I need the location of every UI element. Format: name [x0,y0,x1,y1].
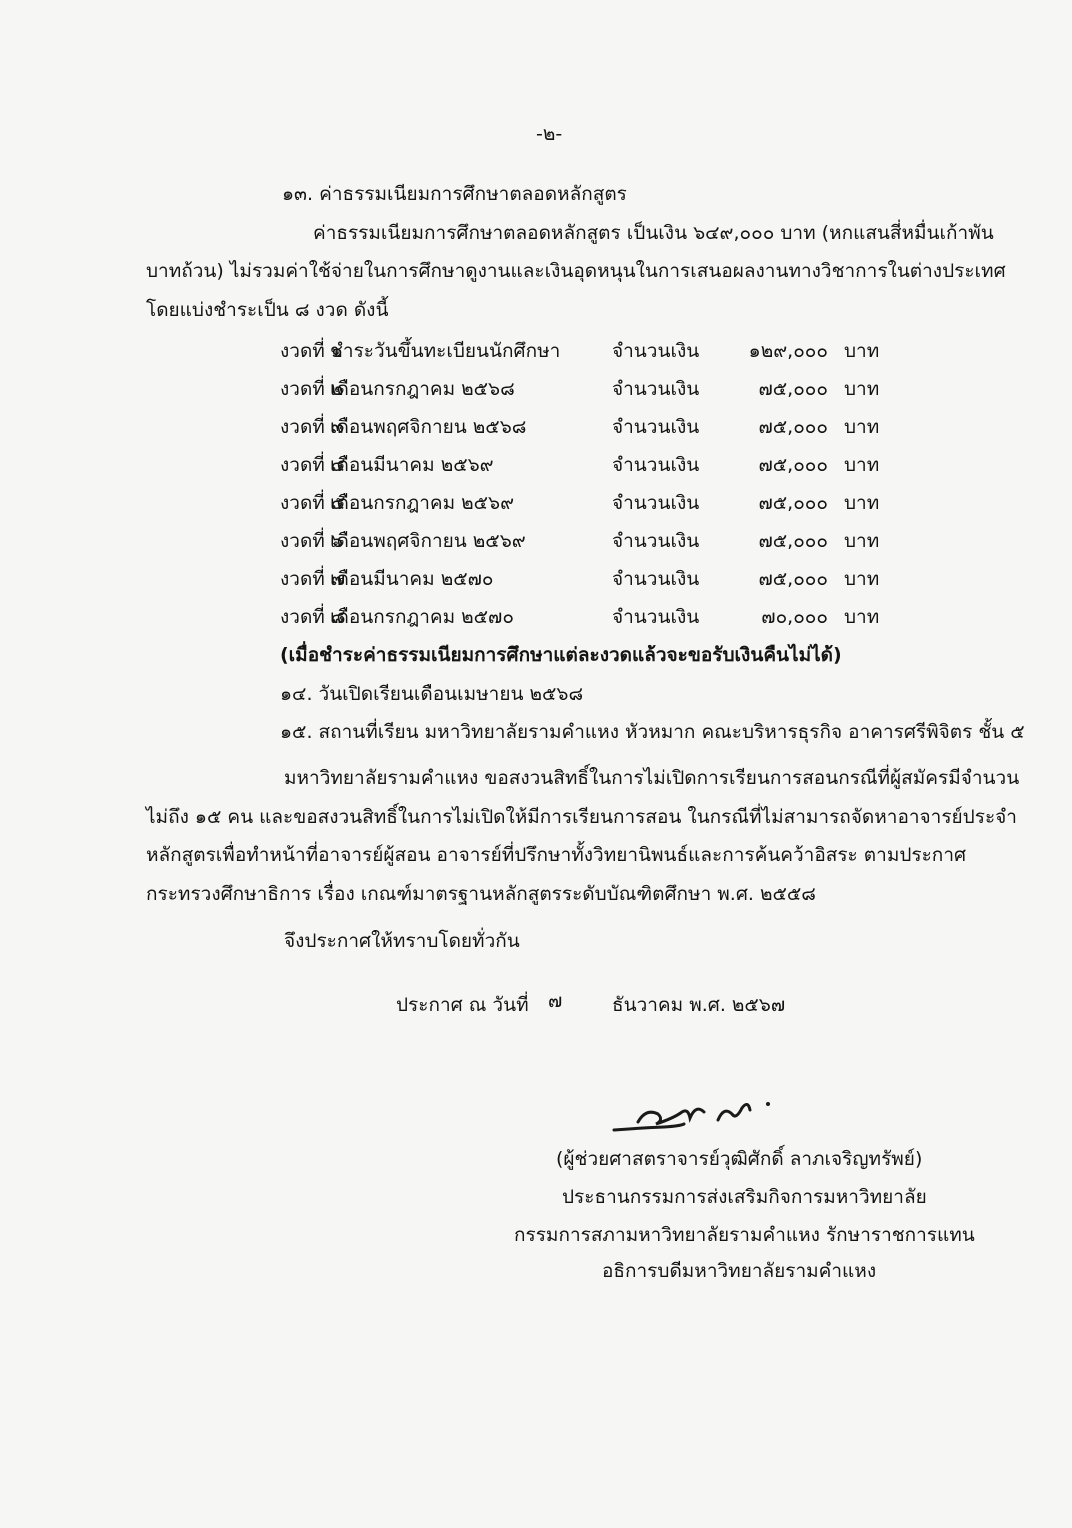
date-day: ๗ [548,990,563,1012]
installment-unit: บาท [844,454,880,476]
installment-amount: ๗๐,๐๐๐ [761,606,828,628]
reservation-line-3: หลักสูตรเพื่อทำหน้าที่อาจารย์ผู้สอน อาจารย์ที่ปรึกษาทั้งวิทยานิพนธ์และการค้นคว้าอิสระ ตามประกาศ [146,844,967,866]
installment-row [280,566,880,596]
installment-description: เดือนกรกฎาคม ๒๕๗๐ [330,606,514,628]
reservation-line-1: มหาวิทยาลัยรามคำแหง ขอสงวนสิทธิ์ในการไม่เปิดการเรียนการสอนกรณีที่ผู้สมัครมีจำนวน [284,767,1020,789]
installment-amount-label: จำนวนเงิน [612,416,700,438]
installment-row [280,376,880,406]
installment-number: งวดที่ ๘ [280,606,346,628]
section-13-line-3: โดยแบ่งชำระเป็น ๘ งวด ดังนี้ [146,299,389,321]
installment-amount-label: จำนวนเงิน [612,492,700,514]
reservation-line-4: กระทรวงศึกษาธิการ เรื่อง เกณฑ์มาตรฐานหลักสูตรระดับบัณฑิตศึกษา พ.ศ. ๒๕๕๘ [146,883,816,905]
installment-unit: บาท [844,530,880,552]
installment-row [280,452,880,482]
installment-amount: ๗๕,๐๐๐ [758,568,828,590]
installment-amount-label: จำนวนเงิน [612,454,700,476]
closing-statement: จึงประกาศให้ทราบโดยทั่วกัน [284,930,520,952]
refund-note: (เมื่อชำระค่าธรรมเนียมการศึกษาแต่ละงวดแล้วจะขอรับเงินคืนไม่ได้) [280,644,842,666]
section-13-line-2: บาทถ้วน) ไม่รวมค่าใช้จ่ายในการศึกษาดูงานและเงินอุดหนุนในการเสนอผลงานทางวิชาการในต่างประเทศ [146,260,1006,282]
installment-unit: บาท [844,568,880,590]
date-prefix: ประกาศ ณ วันที่ [396,994,529,1016]
installment-amount: ๗๕,๐๐๐ [758,454,828,476]
installment-amount: ๗๕,๐๐๐ [758,378,828,400]
installment-description: ชำระวันขึ้นทะเบียนนักศึกษา [330,340,561,362]
installment-unit: บาท [844,340,880,362]
installment-number: งวดที่ ๔ [280,454,346,476]
installment-number: งวดที่ ๖ [280,530,343,552]
installment-number: งวดที่ ๒ [280,378,344,400]
installment-description: เดือนกรกฎาคม ๒๕๖๙ [330,492,515,514]
installment-row [280,604,880,634]
installment-description: เดือนมีนาคม ๒๕๖๙ [330,454,494,476]
section-13-line-1: ค่าธรรมเนียมการศึกษาตลอดหลักสูตร เป็นเงิน ๖๔๙,๐๐๐ บาท (หกแสนสี่หมื่นเก้าพัน [313,222,994,244]
reservation-line-2: ไม่ถึง ๑๕ คน และขอสงวนสิทธิ์ในการไม่เปิดให้มีการเรียนการสอน ในกรณีที่ไม่สามารถจัดหาอาจารย์ประจำ [146,806,1017,828]
installment-row [280,490,880,520]
installment-unit: บาท [844,492,880,514]
signatory-title-1: ประธานกรรมการส่งเสริมกิจการมหาวิทยาลัย [562,1186,927,1208]
signatory-title-2: กรรมการสภามหาวิทยาลัยรามคำแหง รักษาราชการแทน [514,1224,975,1246]
installment-amount-label: จำนวนเงิน [612,340,700,362]
installment-number: งวดที่ ๑ [280,340,343,362]
installment-amount: ๗๕,๐๐๐ [758,530,828,552]
section-13-heading: ๑๓. ค่าธรรมเนียมการศึกษาตลอดหลักสูตร [282,183,627,205]
installment-row [280,338,880,368]
installment-amount-label: จำนวนเงิน [612,378,700,400]
installment-description: เดือนพฤศจิกายน ๒๕๖๙ [330,530,526,552]
page-number: -๒- [536,123,563,145]
installment-amount: ๗๕,๐๐๐ [758,492,828,514]
section-15: ๑๕. สถานที่เรียน มหาวิทยาลัยรามคำแหง หัวหมาก คณะบริหารธุรกิจ อาคารศรีพิจิตร ชั้น ๕ [280,721,1025,743]
date-month-year: ธันวาคม พ.ศ. ๒๕๖๗ [612,994,786,1016]
signature-image [600,1094,780,1144]
installment-description: เดือนกรกฎาคม ๒๕๖๘ [330,378,515,400]
installment-row [280,528,880,558]
installment-description: เดือนมีนาคม ๒๕๗๐ [330,568,494,590]
installment-amount: ๗๕,๐๐๐ [758,416,828,438]
installment-description: เดือนพฤศจิกายน ๒๕๖๘ [330,416,527,438]
signatory-name: (ผู้ช่วยศาสตราจารย์วุฒิศักดิ์ ลาภเจริญทรัพย์) [556,1148,923,1170]
installment-unit: บาท [844,416,880,438]
installment-row [280,414,880,444]
installment-amount: ๑๒๙,๐๐๐ [748,340,828,362]
signatory-title-3: อธิการบดีมหาวิทยาลัยรามคำแหง [602,1260,877,1282]
installment-amount-label: จำนวนเงิน [612,568,700,590]
installment-unit: บาท [844,378,880,400]
installment-number: งวดที่ ๓ [280,416,344,438]
installment-number: งวดที่ ๗ [280,568,346,590]
section-14: ๑๔. วันเปิดเรียนเดือนเมษายน ๒๕๖๘ [280,683,584,705]
installment-number: งวดที่ ๕ [280,492,346,514]
installment-unit: บาท [844,606,880,628]
installment-amount-label: จำนวนเงิน [612,530,700,552]
installment-amount-label: จำนวนเงิน [612,606,700,628]
